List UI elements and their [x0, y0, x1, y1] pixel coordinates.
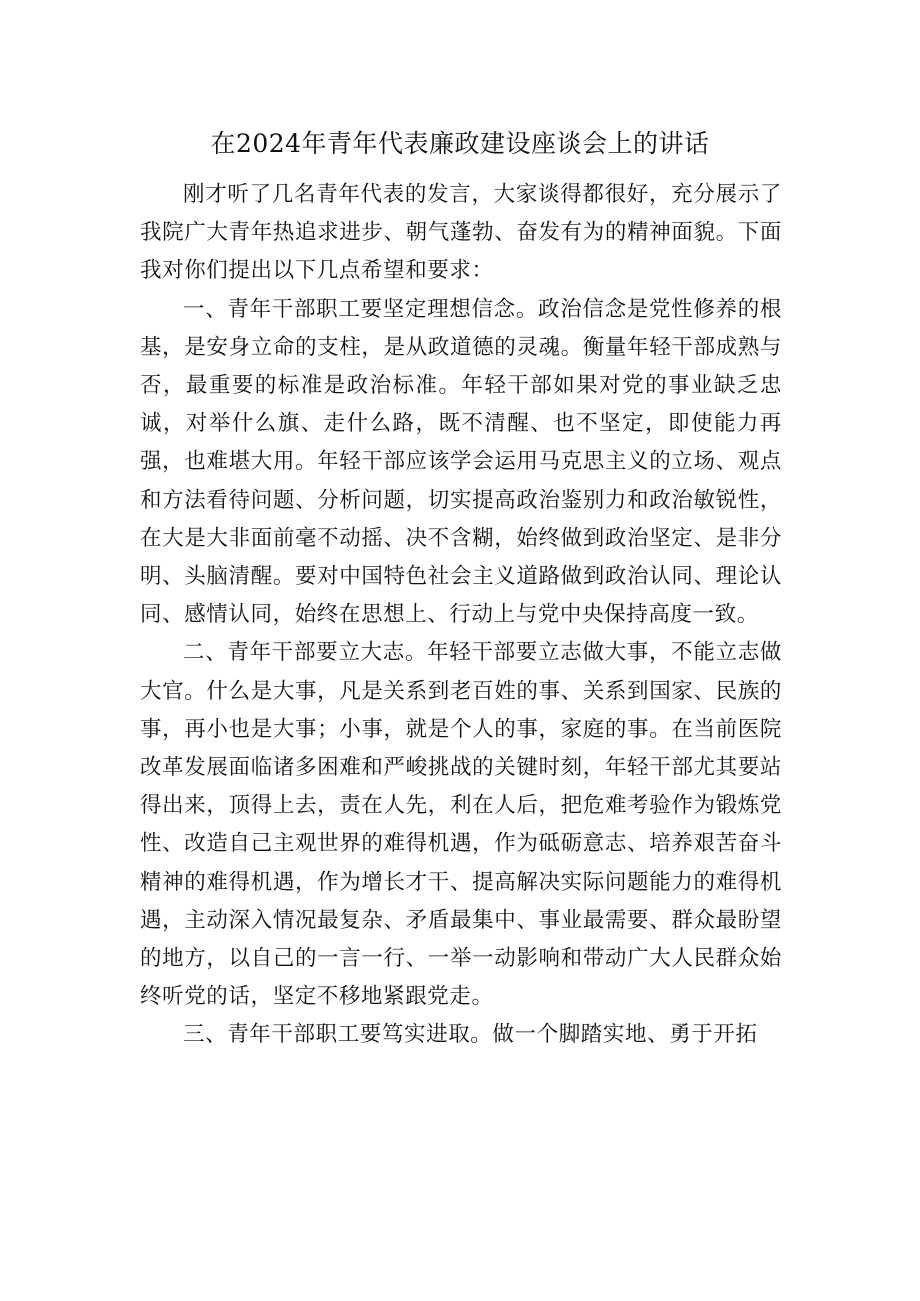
- paragraph-point-two: 二、青年干部要立大志。年轻干部要立志做大事，不能立志做大官。什么是大事，凡是关系到老百姓的事、关系到国家、民族的事，再小也是大事；小事，就是个人的事，家庭的事。在当前医院改革发展面临诸多困难和严峻挑战的关键时刻，年轻干部尤其要站得出来，顶得上去，责在人先，利在人后，把危难考验作为锻炼党性、改造自己主观世界的难得机遇，作为砥砺意志、培养艰苦奋斗精神的难得机遇，作为增长才干、提高解决实际问题能力的难得机遇，主动深入情况最复杂、矛盾最集中、事业最需要、群众最盼望的地方，以自己的一言一行、一举一动影响和带动广大人民群众始终听党的话，坚定不移地紧跟党走。: [140, 640, 782, 1010]
- paragraph-point-three: 三、青年干部职工要笃实进取。做一个脚踏实地、勇于开拓: [183, 1022, 758, 1048]
- paragraph-intro: 刚才听了几名青年代表的发言，大家谈得都很好，充分展示了我院广大青年热追求进步、朝气蓬勃、奋发有为的精神面貌。下面我对你们提出以下几点希望和要求：: [140, 182, 782, 284]
- document-body: [140, 176, 782, 1055]
- paragraph-point-one: 一、青年干部职工要坚定理想信念。政治信念是党性修养的根基，是安身立命的支柱，是从政道德的灵魂。衡量年轻干部成熟与否，最重要的标准是政治标准。年轻干部如果对党的事业缺乏忠诚，对举什么旗、走什么路，既不清醒、也不坚定，即使能力再强，也难堪大用。年轻干部应该学会运用马克思主义的立场、观点和方法看待问题、分析问题，切实提高政治鉴别力和政治敏锐性，在大是大非面前毫不动摇、决不含糊，始终做到政治坚定、是非分明、头脑清醒。要对中国特色社会主义道路做到政治认同、理论认同、感情认同，始终在思想上、行动上与党中央保持高度一致。: [140, 296, 782, 628]
- document-title: 在2024年青年代表廉政建设座谈会上的讲话: [210, 129, 710, 158]
